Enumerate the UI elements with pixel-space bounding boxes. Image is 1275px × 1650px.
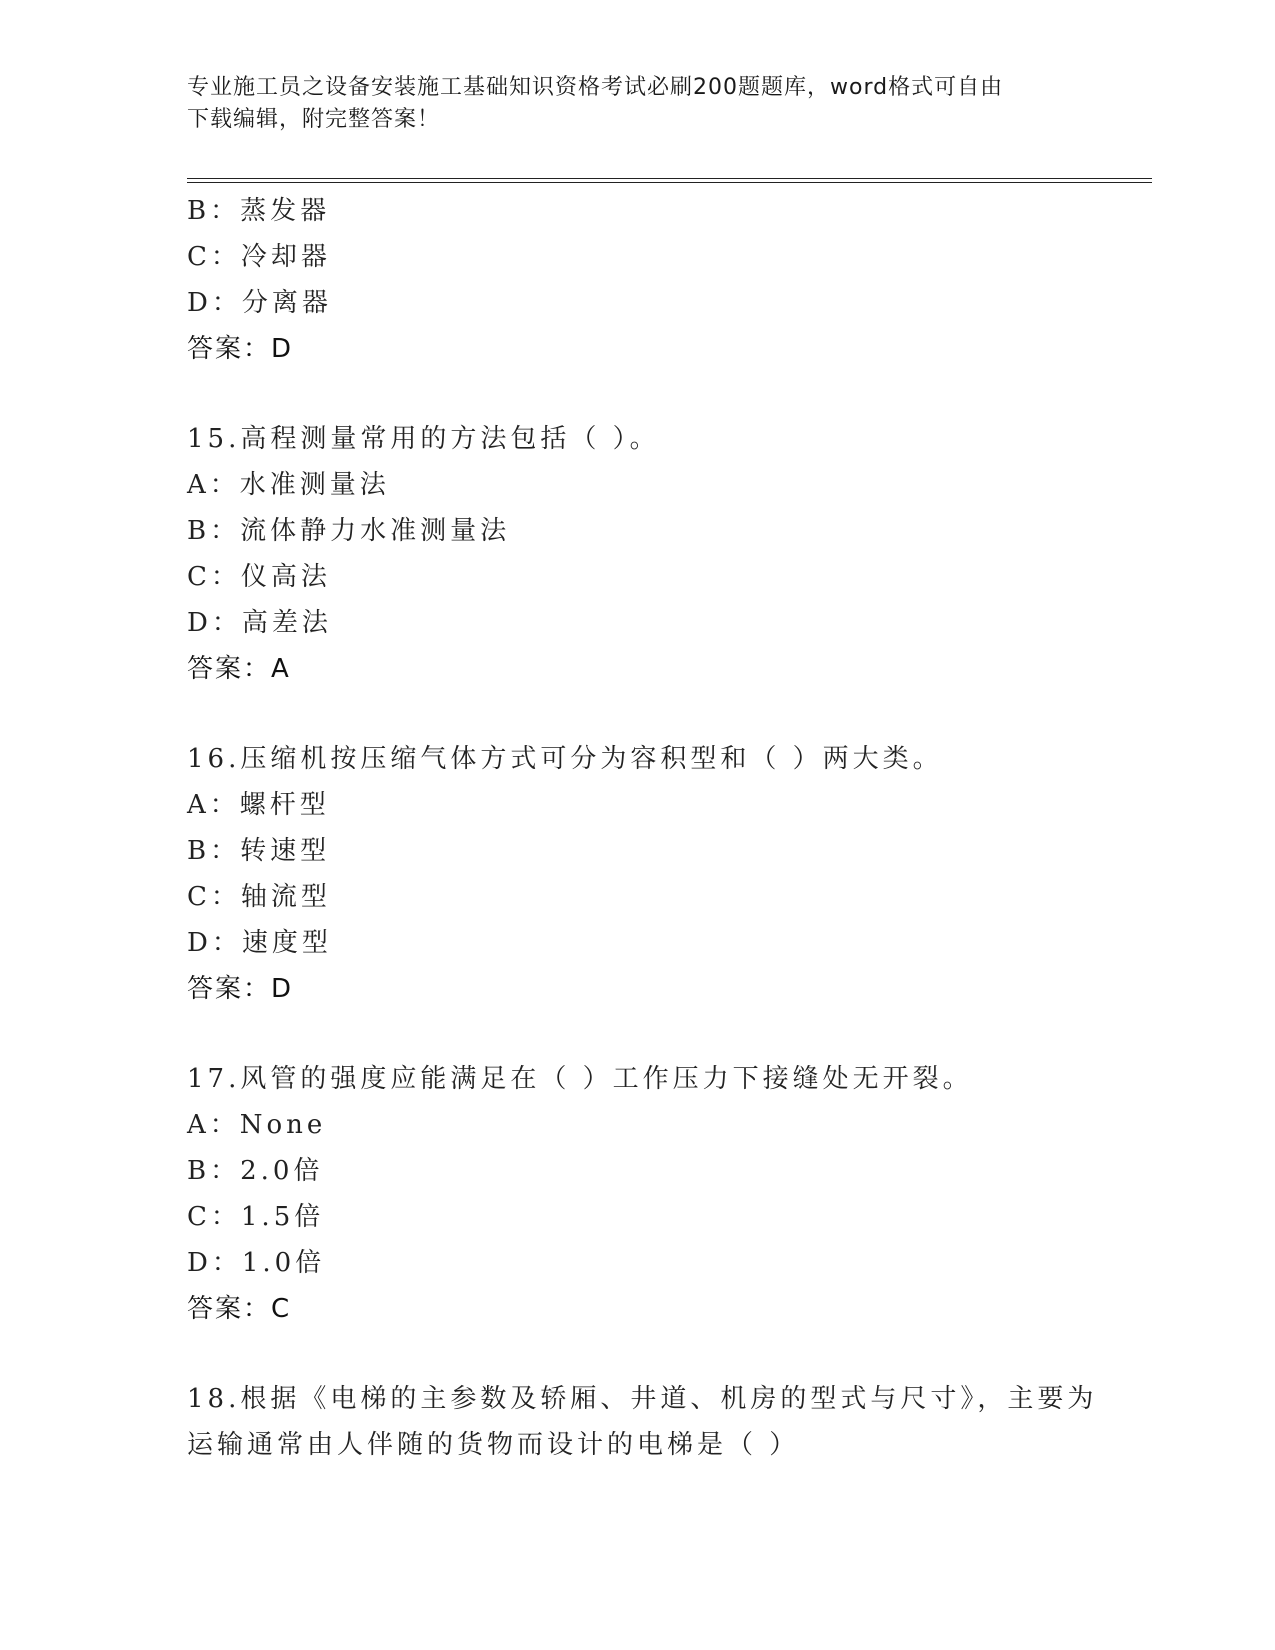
question-18: [187, 1376, 1098, 1468]
header-line-1: 专业施工员之设备安装施工基础知识资格考试必刷200题题库，word格式可自由: [187, 75, 1004, 100]
question-text-line-2: 运输通常由人伴随的货物而设计的电梯是（ ）: [187, 1430, 800, 1460]
answer: 答案：D: [187, 334, 294, 364]
option-b: B：转速型: [187, 836, 331, 866]
question-text-line-1: 18.根据《电梯的主参数及轿厢、井道、机房的型式与尺寸》，主要为: [187, 1384, 1098, 1414]
question-continued: [187, 188, 1087, 372]
option-d: D：高差法: [187, 608, 332, 638]
option-c: C：仪高法: [187, 562, 331, 592]
option-c: C：1.5倍: [187, 1202, 325, 1232]
header-line-2: 下载编辑，附完整答案！: [187, 107, 441, 132]
option-d: D：1.0倍: [187, 1248, 326, 1278]
spacer: [187, 1332, 1087, 1376]
document-header: [187, 72, 1067, 136]
question-17: [187, 1056, 1087, 1332]
option-c: C：轴流型: [187, 882, 331, 912]
spacer: [187, 692, 1087, 736]
question-list: [187, 188, 1098, 1468]
spacer: [187, 1012, 1087, 1056]
question-text: 17.风管的强度应能满足在（ ）工作压力下接缝处无开裂。: [187, 1064, 973, 1094]
spacer: [187, 372, 1087, 416]
option-b: B：2.0倍: [187, 1156, 324, 1186]
option-b: B：蒸发器: [187, 196, 331, 226]
question-text: 15.高程测量常用的方法包括（ ）。: [187, 424, 660, 454]
question-15: [187, 416, 1087, 692]
option-d: D：分离器: [187, 288, 332, 318]
option-b: B：流体静力水准测量法: [187, 516, 511, 546]
question-text: 16.压缩机按压缩气体方式可分为容积型和（ ）两大类。: [187, 744, 943, 774]
answer: 答案：D: [187, 974, 294, 1004]
option-c: C：冷却器: [187, 242, 331, 272]
answer: 答案：C: [187, 1294, 292, 1324]
header-divider-bottom: [187, 182, 1152, 183]
option-d: D：速度型: [187, 928, 332, 958]
question-16: [187, 736, 1087, 1012]
option-a: A：水准测量法: [187, 470, 390, 500]
option-a: A：螺杆型: [187, 790, 330, 820]
header-divider-top: [187, 178, 1152, 179]
option-a: A：None: [187, 1110, 327, 1140]
answer: 答案：A: [187, 654, 291, 684]
